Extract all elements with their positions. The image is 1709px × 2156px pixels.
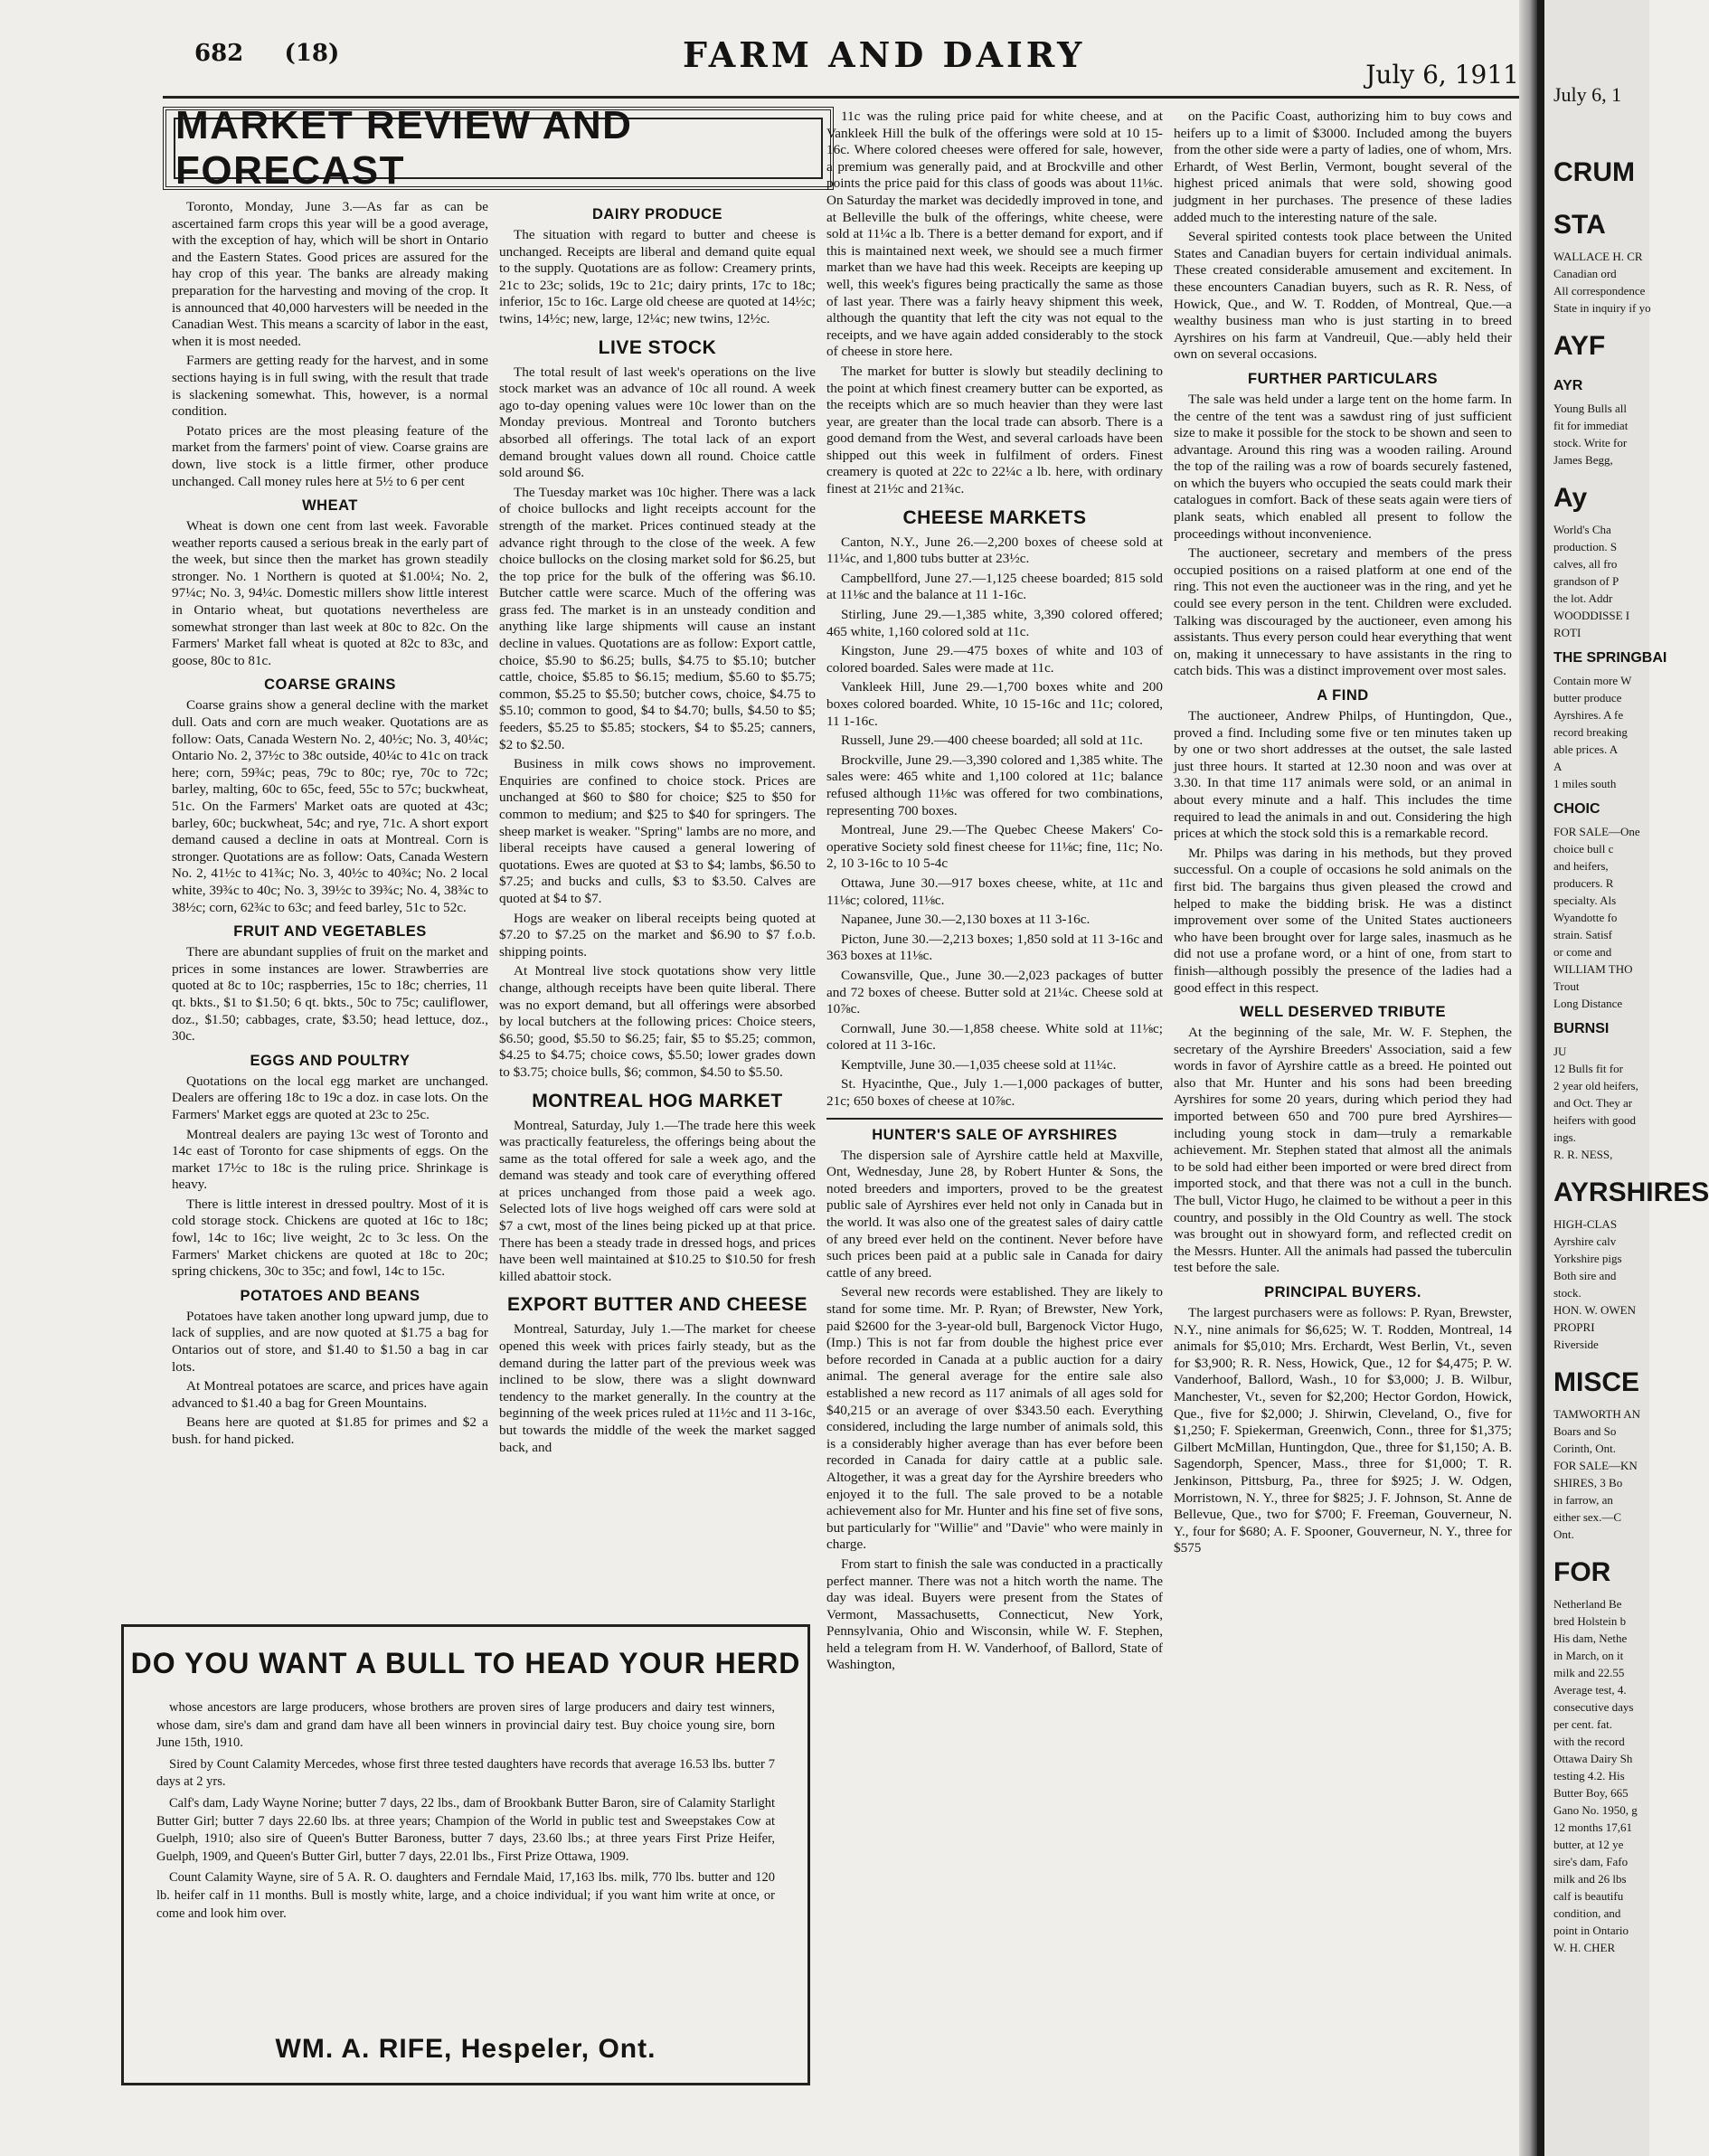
facing-page-text: SHIRES, 3 Bo xyxy=(1553,1476,1623,1489)
live-stock-text: At Montreal live stock quotations show very little change, although receipts have been quite liberal. There was no export demand, but all offerings were absorbed by local butchers at the following prices: Choice steers, $6.50; good, $5.50 to $6.25; fair, $5 to $5.25; common, $4.25 to $4.75; choice cows, $5.50; lower grades down to $3.75; choice bulls, $6; common, $4.50 to $5.50. xyxy=(499,963,816,1080)
facing-page-text: Both sire and xyxy=(1553,1269,1617,1282)
facing-page-text: 12 Bulls fit for xyxy=(1553,1062,1623,1075)
facing-page-text: Canadian ord xyxy=(1553,267,1617,280)
article-paragraph: The market for butter is slowly but steadily declining to the point at which finest creamery butter can be exported, as the receipts which are so much heavier than they were last year, are greater than the local trade can absorb. There is a good demand from the West, and several carloads have been shipped out this week in fulfilment of orders. Finest creamery is quoted at 22c to 22¼c a lb. here, with ordinary finest at 21½c and 21¾c. xyxy=(826,363,1163,497)
facing-page-strip xyxy=(1537,0,1709,2156)
ad-paragraph: Calf's dam, Lady Wayne Norine; butter 7 days, 22 lbs., dam of Brookbank Butter Baron, sire of Calamity Starlight Butter Girl; butter 7 days 22.60 lbs. at three years; Champion of the World in public test and Sweepstakes Cow at Guelph, 1910; also sire of Queen's Butter Baroness, butter 7 days, 23.60 lbs.; at three years First Prize Heifer, Guelph, 1909, and Queen's Butter Girl, butter 7 days, 22.01 lbs., First Prize Ottawa, 1909. xyxy=(156,1795,775,1864)
facing-page-text: in farrow, an xyxy=(1553,1493,1613,1507)
coarse-grains-text: Coarse grains show a general decline with the market dull. Oats and corn are much weaker. Quotations are as follow: Oats, Canada Western No. 2, 40½c; No. 3, 40¼c; Ontario No. 2, 37½c to 38c outside, 40¼c to 41c on track here; corn, 59¾c; peas, 79c to 80c; rye, 70c to 72c; barley, malting, 60c to 65c, feed, 55c to 57c; buckwheat, 51c. On the Farmers' Market oats are quoted at 43c; barley, 60c; buckwheat, 54c; and rye, 71c. A short export demand caused a decline in oats at Montreal. Corn is stronger. Quotations are as follow: Oats, Canada Western No. 2, 41½c to 41¾c; No. 3, 40½c to 40¾c; No. 2 local white, 39¾c to 40c; No. 3, 39½c to 39¾c; No. 4, 38¾c to 38½c; corn, 62¾c to 63c; and feed barley, 51c to 52c. xyxy=(172,697,488,915)
live-stock-text: The Tuesday market was 10c higher. There was a lack of choice bullocks and light receipts account for the strength of the market. Prices continued steady at the advance right through to the close of the week. A few choice bullocks on the closing market sold for $6.25, but the top price for the bulk of the offering was $6.10. Butcher cattle were scarce. Much of the offering was grass fed. The market is in an unsteady condition and anything like large shipments will cause an instant decline in values. Quotations are as follow: Export cattle, choice, $5.90 to $6.25; bulls, $4.75 to $5.10; butcher cattle, choice, $5.85 to $6.15; medium, $5.60 to $5.75; common, $5.25 to $5.50; butcher cows, choice, $4.75 to $5.10; common to good, $4 to $4.70; bulls, $4.50 to $5; feeders, $5.25 to $5.85; stockers, $4 to $5.25; canners, $2 to $2.50. xyxy=(499,484,816,752)
potatoes-text: Beans here are quoted at $1.85 for primes and $2 a bush. for hand picked. xyxy=(172,1414,488,1447)
live-stock-text: Business in milk cows shows no improvement. Enquiries are confined to choice stock. Prices are unchanged at $60 to $80 for choice; $25 to $50 for common to medium; and $25 to $40 for springers. The sheep market is weaker. "Spring" lambs are no more, and liberal receipts have caused a general lowering of quotations. Ewes are quoted at $3 to $4; lambs, $6.50 to $7.25; and bucks and culls, $3 to $3.50. Calves are quoted at $4 to $7. xyxy=(499,756,816,906)
column-3 xyxy=(826,109,1163,2116)
facing-page-text: CRUM xyxy=(1553,157,1635,187)
further-particulars-heading: FURTHER PARTICULARS xyxy=(1248,370,1438,387)
hog-market-heading: MONTREAL HOG MARKET xyxy=(532,1090,783,1111)
facing-page-text: butter, at 12 ye xyxy=(1553,1838,1624,1851)
header-rule xyxy=(163,96,1519,99)
hunter-sale-text: Several new records were established. They are likely to stand for some time. Mr. P. Ryan; of Brewster, New York, paid $2600 for the 3-year-old bull, Bargenock Victor Hugo, (Imp.) This is not far from double the highest price ever before recorded in Canada at a public auction for a dairy animal. The general average for the entire sale also established a new record as 117 animals of all ages sold for $40,215 or an average of over $343.50 each. Everything considered, including the large number of animals sold, this is a considerably higher average than has ever before been recorded in Canada for dairy cattle at a public sale. Altogether, it was a great day for the Ayrshire breeders who enjoyed it to the full. The sale proved to be a notable achievement also for Mr. Hunter and his fine set of five sons, but particularly for "Willie" and "Davie" who were mainly in charge. xyxy=(826,1284,1163,1553)
potatoes-text: At Montreal potatoes are scarce, and prices have again advanced to $1.40 a bag for Green Mountains. xyxy=(172,1378,488,1411)
facing-page-text: stock. xyxy=(1553,1286,1582,1300)
facing-page-text: able prices. A xyxy=(1553,742,1619,756)
cheese-report: Picton, June 30.—2,213 boxes; 1,850 sold at 11 3-16c and 363 boxes at 11⅛c. xyxy=(826,931,1163,964)
dairy-text: The situation with regard to butter and cheese is unchanged. Receipts are liberal and demand quite equal to the supply. Quotations are as follow: Creamery prints, 21c to 23c; solids, 19c to 21c; dairy prints, 17c to 18c; inferior, 15c to 16c. Large old cheese are quoted at 14½c; twins, 14½c; new, large, 12¼c; new twins, 12½c. xyxy=(499,227,816,326)
fruit-heading: FRUIT AND VEGETABLES xyxy=(233,923,427,941)
article-paragraph: Farmers are getting ready for the harvest, and in some sections haying is in full swing, with the result that trade is slackening somewhat. This, however, is a normal condition. xyxy=(172,353,488,420)
ad-body xyxy=(156,1699,775,1926)
facing-page-text: Gano No. 1950, g xyxy=(1553,1803,1638,1817)
ad-signature: WM. A. RIFE, Hespeler, Ont. xyxy=(275,2034,656,2064)
eggs-text: There is little interest in dressed poultry. Most of it is cold storage stock. Chickens are quoted at 16c to 18c; fowl, 14c to 16c; live weight, 2c to 3c less. On the Farmers' Market chickens are quoted at 18c to 20c; spring chickens, 30c to 35c; and fowl, 14c to 15c. xyxy=(172,1196,488,1280)
facing-page-text: Wyandotte fo xyxy=(1553,911,1618,924)
facing-page-text: Ayrshire calv xyxy=(1553,1234,1617,1248)
tribute-heading: WELL DESERVED TRIBUTE xyxy=(1239,1004,1447,1021)
facing-page-text: milk and 26 lbs xyxy=(1553,1872,1627,1886)
facing-page-text: the lot. Addr xyxy=(1553,591,1613,605)
facing-page-text: in March, on it xyxy=(1553,1649,1624,1662)
facing-page-text: Average test, 4. xyxy=(1553,1683,1627,1697)
facing-page-text: either sex.—C xyxy=(1553,1510,1622,1524)
column-2 xyxy=(499,199,816,1610)
bull-advertisement xyxy=(121,1624,810,2085)
eggs-heading: EGGS AND POULTRY xyxy=(250,1052,411,1069)
facing-page-text: PROPRI xyxy=(1553,1320,1595,1334)
facing-page-text: State in inquiry if yo xyxy=(1553,301,1651,315)
facing-page-text: FOR SALE—KN xyxy=(1553,1459,1638,1472)
cheese-report: Russell, June 29.—400 cheese boarded; all sold at 11c. xyxy=(841,733,1143,749)
facing-page-text: Ottawa Dairy Sh xyxy=(1553,1752,1633,1765)
facing-page-text: Ont. xyxy=(1553,1527,1574,1541)
column-1 xyxy=(172,199,488,1619)
facing-page-text: FOR xyxy=(1553,1557,1611,1587)
facing-page-text: WILLIAM THO xyxy=(1553,962,1633,976)
further-particulars-text: The sale was held under a large tent on the home farm. In the centre of the tent was a sawdust ring of just sufficient size to make it possible for the stock to be shown and seen to advantage. Around this ring was a wooden railing. Around the top of the railing was a row of boards securely fastened, on which the buyers who occupied the seats could mark their catalogues in comfort. Back of these seats again were tiers of plank seats, which enabled all present to follow the proceedings without inconvenience. xyxy=(1174,391,1512,542)
facing-page-text: 1 miles south xyxy=(1553,777,1617,790)
article-paragraph: on the Pacific Coast, authorizing him to buy cows and heifers up to a limit of $3000. Included among the buyers from the other side were a party of ladies, one of whom, Mrs. Erhardt, of West Berlin, Vermont, bought several of the highest priced animals that were sold, showing good judgment in her purchases. The presence of these ladies added much to the interesting nature of the sale. xyxy=(1174,109,1512,225)
page-number: 682 (18) xyxy=(194,40,340,67)
facing-page-text: AYRSHIRES xyxy=(1553,1177,1709,1207)
facing-page-text: milk and 22.55 xyxy=(1553,1666,1625,1679)
export-heading: EXPORT BUTTER AND CHEESE xyxy=(506,1294,808,1316)
cheese-report: Kemptville, June 30.—1,035 cheese sold at 11¼c. xyxy=(841,1056,1117,1073)
live-stock-heading: LIVE STOCK xyxy=(598,336,717,358)
facing-page-text: Young Bulls all xyxy=(1553,402,1628,415)
cheese-report: Cowansville, Que., June 30.—2,023 packages of butter and 72 boxes of cheese. Butter sold at 21¼c. Cheese sold at 10⅞c. xyxy=(826,967,1163,1017)
wheat-text: Wheat is down one cent from last week. Favorable weather reports caused a serious break in the early part of the week, but since then the market has grown steadily stronger. No. 1 Northern is quoted at $1.00¼; No. 2, 97¼c; No. 3, 94¼c. Domestic millers show little interest in Ontario wheat, but quotations nevertheless are somewhat stronger than last week at 80c to 82c. On the Farmers' Market fall wheat is quoted at 82c to 83c, and goose, 80c to 81c. xyxy=(172,518,489,668)
facing-page-text: James Begg, xyxy=(1553,453,1613,467)
facing-page-text: MISCE xyxy=(1553,1367,1640,1397)
eggs-text: Quotations on the local egg market are unchanged. Dealers are offering 18c to 19c a doz. in case lots. On the Farmers' Market eggs are quoted at 23c to 25c. xyxy=(172,1073,488,1122)
ad-paragraph: Sired by Count Calamity Mercedes, whose first three tested daughters have records that average 16.53 lbs. butter 7 days at 2 yrs. xyxy=(156,1756,775,1790)
facing-page-text: strain. Satisf xyxy=(1553,928,1612,941)
cheese-report: Ottawa, June 30.—917 boxes cheese, white, at 11c and 11⅛c; colored, 11⅛c. xyxy=(826,875,1163,908)
facing-page-text: Yorkshire pigs xyxy=(1553,1252,1622,1265)
tribute-text: At the beginning of the sale, Mr. W. F. Stephen, the secretary of the Ayrshire Breeders' Association, said a few words in favor of Ayrshire cattle as a breed. He pointed out also that Mr. Hunter and his sons had been breeding Ayrshires for some 20 years, during which period they had imported between 650 and 700 pure bred Ayrshires—including young stock in dam—truly a remarkable achievement. Mr. Stephen stated that almost all the animals to be sold had either been imported or were bred direct from imported stock, and that there was not a cull in the bunch. The bull, Victor Hugo, he claimed to be without a peer in this country, and possibly in the Old Country as well. The stock was brought out in showyard form, and reflected credit on the Messrs. Hunter. All the animals had passed the tuberculin test before the sale. xyxy=(1174,1025,1512,1276)
potatoes-text: Potatoes have taken another long upward jump, due to lack of supplies, and are now quoted at $1.75 a bag for Ontarios out of store, and $1.40 to $1.50 a bag in car lots. xyxy=(172,1308,488,1375)
facing-page-text: sire's dam, Fafo xyxy=(1553,1855,1629,1868)
wheat-heading: WHEAT xyxy=(302,497,358,515)
facing-page-text: ings. xyxy=(1553,1130,1576,1144)
facing-page-text: specialty. Als xyxy=(1553,894,1617,907)
issue-date: July 6, 1911 xyxy=(1365,60,1519,90)
page-header xyxy=(194,33,1519,90)
facing-page-text: Ayrshires. A fe xyxy=(1553,708,1624,722)
facing-page-text: choice bull c xyxy=(1553,842,1614,856)
facing-page-text: R. R. NESS, xyxy=(1553,1148,1613,1161)
facing-page-text: per cent. fat. xyxy=(1553,1717,1612,1731)
dairy-heading: DAIRY PRODUCE xyxy=(591,206,723,222)
facing-page-text: JU xyxy=(1553,1045,1567,1058)
facing-page-text: AYR xyxy=(1553,378,1583,393)
facing-page-text: production. S xyxy=(1553,540,1618,553)
facing-page-date: July 6, 1 xyxy=(1553,83,1622,106)
cheese-report: Montreal, June 29.—The Quebec Cheese Makers' Co-operative Society sold finest cheese for 11⅛c; fine, 11c; No. 2, 10 3-16c to 10 5-4c xyxy=(826,822,1163,872)
eggs-text: Montreal dealers are paying 13c west of Toronto and 14c east of Toronto for case shipments of eggs. On the market 17½c to 18c is the ruling price. Shrinkage is heavy. xyxy=(172,1126,488,1193)
cheese-report: Cornwall, June 30.—1,858 cheese. White sold at 11⅛c; colored at 11 3-16c. xyxy=(826,1020,1163,1054)
hog-market-text: Montreal, Saturday, July 1.—The trade here this week was practically featureless, the offerings being about the same as the total offered for sale a week ago, and the demand was steady and took care of everything offered at prices unchanged from those paid a week ago. Selected lots of live hogs weighed off cars were sold at $7 a cwt, most of the lines being picked up at that price. There has been a steady trade in dressed hogs, and prices have been well maintained at $10.25 to $10.50 for fresh killed abattoir stock. xyxy=(499,1117,816,1284)
facing-page-text: BURNSI xyxy=(1553,1021,1610,1036)
cheese-report: Brockville, June 29.—3,390 colored and 1,385 white. The sales were: 465 white and 1,100 colored at 11c; balance refused although 11⅛c was offered for two combinations, representing 700 boxes. xyxy=(826,752,1163,818)
banner-title: MARKET REVIEW AND FORECAST xyxy=(174,118,823,179)
facing-page-text: Riverside xyxy=(1553,1338,1599,1351)
facing-page-text: 12 months 17,61 xyxy=(1553,1820,1633,1834)
facing-page-text: WOODDISSE I xyxy=(1553,609,1630,622)
further-particulars-text: The auctioneer, secretary and members of the press occupied positions on a raised platform at one end of the ring. This not even the auctioneer was in the ring, and yet he could see every person in the tent. Children were excluded. Talking was discouraged by the auctioneer, even among his assistants. Thus every person could hear everything that went on, making it unnecessary to have assistants in the ring to catch bids. This was a distinct improvement over most sales. xyxy=(1174,545,1512,679)
facing-page-text: All correspondence xyxy=(1553,284,1646,298)
column-4 xyxy=(1174,109,1512,2116)
article-paragraph: Toronto, Monday, June 3.—As far as can be ascertained farm crops this year will be a good average, with the exception of hay, which will be short in Ontario and the Eastern States. Good prices are assured for the hay crop of this year. The banks are already making preparation for the harvesting and moving of the crop. It is announced that 40,000 harvesters will be needed in the Canadian West. This means a scarcity of labor in the east, when it is most needed. xyxy=(172,199,488,349)
facing-page-text: THE SPRINGBAI xyxy=(1553,650,1667,666)
facing-page-text: Butter Boy, 665 xyxy=(1553,1786,1629,1800)
masthead-title: FARM AND DAIRY xyxy=(683,34,1086,75)
facing-page-text: stock. Write for xyxy=(1553,436,1628,449)
cheese-report: Canton, N.Y., June 26.—2,200 boxes of cheese sold at 11¼c, and 1,800 tubs butter at 23½c. xyxy=(826,534,1163,567)
facing-page-text: AYF xyxy=(1553,331,1606,361)
facing-page-text: Long Distance xyxy=(1553,997,1623,1010)
facing-page-text: bred Holstein b xyxy=(1553,1614,1627,1628)
facing-page-text: fit for immediat xyxy=(1553,419,1629,432)
find-text: Mr. Philps was daring in his methods, but they proved successful. On a couple of occasions he sold animals on the first bid. The bargains thus given pleased the crowd and helped to make the bidding brisk. He was a distinct improvement over some of the United States auctioneers who have been brought over for large sales, inasmuch as he did not use a profane word, or a hint of one, from start to finish—although possibly the presence of the ladies had a good effect in this respect. xyxy=(1174,845,1512,996)
live-stock-text: The total result of last week's operations on the live stock market was an advance of 10c all round. A week ago to-day opening values were 10c lower than on the Monday previous. Montreal and Toronto butchers absorbed all offerings. The total lack of an export demand brought values down all round. Choice cattle sold around $6. xyxy=(499,364,816,481)
facing-page-text: Trout xyxy=(1553,979,1580,993)
facing-page-text: 2 year old heifers, xyxy=(1553,1079,1638,1092)
facing-page-text: condition, and xyxy=(1553,1906,1621,1920)
facing-page-text: FOR SALE—One xyxy=(1553,825,1640,838)
article-paragraph: 11c was the ruling price paid for white cheese, and at Vankleek Hill the bulk of the offerings were sold at 10 15-16c. Where colored cheeses were offered for sale, however, a premium was generally paid, and at Brockville and other points the price paid for this class of goods was about 11⅛c. On Saturday the market was decidedly improved in tone, and at Belleville the bulk of the offerings, white cheese, were sold at 11¼c a lb. There is a better demand for export, and if this is maintained next week, we should see a much firmer market than we have had this week. Receipts are keeping up well, this week's figures being practically the same as those of last year. There was a fairly heavy shipment this week, although the quantity that left the city was not equal to the receipts, and we have again added considerably to the stock of cheese in store here. xyxy=(826,109,1163,360)
facing-page-text: ROTI xyxy=(1553,626,1582,639)
facing-page-text: HIGH-CLAS xyxy=(1553,1217,1618,1231)
facing-page-text: World's Cha xyxy=(1553,523,1611,536)
article-paragraph: Potato prices are the most pleasing feature of the market from the farmers' point of view. Coarse grains are down, live stock is a little firmer, other produce unchanged. Call money rules here at 5½ to 6 per cent xyxy=(172,422,488,489)
facing-page-text: STA xyxy=(1553,210,1606,240)
coarse-grains-heading: COARSE GRAINS xyxy=(264,676,396,694)
live-stock-text: Hogs are weaker on liberal receipts being quoted at $7.20 to $7.25 on the market and $6.90 to $7 f.o.b. shipping points. xyxy=(499,910,816,960)
cheese-report: Stirling, June 29.—1,385 white, 3,390 colored offered; 465 white, 1,160 colored sold at 11c. xyxy=(826,607,1163,639)
hunter-sale-text: The dispersion sale of Ayrshire cattle held at Maxville, Ont, Wednesday, June 28, by Robert Hunter & Sons, the noted breeders and importers, proved to be the greatest public sale of Ayrshires ever held not only in Canada but in the world. It was also one of the greatest sales of dairy cattle of any breed ever held on the continent. Never before have such prices been paid at a public sale in Canada for dairy cattle of any breed. xyxy=(826,1147,1163,1281)
cheese-markets-heading: CHEESE MARKETS xyxy=(902,506,1087,528)
facing-page-text: Contain more W xyxy=(1553,674,1632,687)
facing-page-text: TAMWORTH AN xyxy=(1553,1407,1641,1421)
facing-page-text: butter produce xyxy=(1553,691,1622,704)
section-divider xyxy=(826,1118,1163,1120)
ad-paragraph: Count Calamity Wayne, sire of 5 A. R. O. daughters and Ferndale Maid, 17,163 lbs. milk, 770 lbs. butter and 120 lb. heifer calf in 11 months. Bull is mostly white, large, and a choice individual; if you want him write at once, or come and look him over. xyxy=(156,1870,775,1921)
facing-page-text: or come and xyxy=(1553,945,1612,959)
find-heading: A FIND xyxy=(1317,687,1369,704)
facing-page-text: A xyxy=(1553,760,1563,773)
buyers-text: The largest purchasers were as follows: P. Ryan, Brewster, N.Y., nine animals for $6,625; W. T. Rodden, Montreal, 14 animals for $5,010; Mrs. Erchardt, West Berlin, Vt., seven for $3,900; R. R. Ness, Howick, Que., 12 for $4,475; P. W. Vanderhoof, Ballord, Wash., 10 for $3,000; J. B. Wilbur, Manchester, Vt., seven for $2,200; Hector Gordon, Howick, Que., five for $2,000; J. Shirwin, Cleveland, O., five for $1,250; F. Spiekerman, Greenwich, Conn., three for $1,375; Gilbert McMillan, Huntingdon, Que., three for $1,150; A. B. Sagendorph, Spencer, Mass., three for $1,000; T. R. Jenkinson, Pittsburg, Pa., three for $925; J. W. Odgen, Morristown, N. Y., three for $825; J. F. Johnson, St. Anne de Bellevue, Que., two for $700; F. Freeman, Gouverneur, N. Y., four for $680; A. F. Spooner, Gouverneur, N. Y., three for $575 xyxy=(1174,1305,1512,1556)
facing-page-text: HON. W. OWEN xyxy=(1553,1303,1636,1317)
facing-page-text: calves, all fro xyxy=(1553,557,1618,571)
cheese-report: Napanee, June 30.—2,130 boxes at 11 3-16c. xyxy=(841,912,1091,928)
potatoes-heading: POTATOES AND BEANS xyxy=(240,1287,420,1304)
article-paragraph: Several spirited contests took place between the United States and Canadian buyers for certain individual animals. These created considerable amusement and excitement. In these encounters Canadian buyers, such as R. R. Ness, of Howick, Que., and W. T. Rodden, of Montreal, Que.—a wealthy business man who is just starting in to breed Ayrshires on his farm at Vandreuil, Que.—ably held their own on several occasions. xyxy=(1174,229,1512,363)
facing-page-text: His dam, Nethe xyxy=(1553,1631,1628,1645)
facing-page-text: Netherland Be xyxy=(1553,1597,1622,1611)
ad-title: DO YOU WANT A BULL TO HEAD YOUR HERD xyxy=(130,1647,801,1679)
facing-page-text: and heifers, xyxy=(1553,859,1609,873)
facing-page-text: record breaking xyxy=(1553,725,1628,739)
hunter-sale-text: From start to finish the sale was conducted in a practically perfect manner. There was not a hitch worth the name. The day was ideal. Buyers were present from the States of Vermont, Massachusetts, Connecticut, New York, Pennsylvania, Ohio and Wisconsin, while W. F. Stephen, held a telegram from H. W. Vanderhoof, of Ballord, State of Washington, xyxy=(826,1556,1163,1673)
page-gutter xyxy=(1519,0,1537,2156)
cheese-report: Vankleek Hill, June 29.—1,700 boxes white and 200 boxes colored boarded. White, 10 15-16c and 11c; colored, 11 1-16c. xyxy=(826,679,1163,729)
section-banner xyxy=(163,103,834,193)
facing-page-text: Ay xyxy=(1553,483,1588,513)
buyers-heading: PRINCIPAL BUYERS. xyxy=(1264,1284,1421,1300)
facing-page-text: producers. R xyxy=(1553,876,1614,890)
facing-page-text: Boars and So xyxy=(1553,1424,1617,1438)
export-text: Montreal, Saturday, July 1.—The market for cheese opened this week with prices fairly steady, but as the demand during the latter part of the previous week was inclined to be slow, there was a slight downward tendency to the market generally. In the country at the beginning of the week prices ruled at 11½c and 11 3-16c, but towards the middle of the week the market sagged back, and xyxy=(499,1321,816,1455)
facing-page-text: with the record xyxy=(1553,1735,1625,1748)
cheese-report: St. Hyacinthe, Que., July 1.—1,000 packages of butter, 21c; 650 boxes of cheese at 10⅞c. xyxy=(826,1076,1163,1110)
fruit-text: There are abundant supplies of fruit on the market and prices in some instances are lower. Strawberries are quoted at 8c to 10c; raspberries, 15c to 18c; cherries, 11 qt. bkts., $1 to $1.50; 6 qt. bkts., 50c to 75c; cauliflower, doz., $1.50; cabbages, crate, $3.50; head lettuce, doz., 30c. xyxy=(172,944,488,1045)
facing-page-text: consecutive days xyxy=(1553,1700,1634,1714)
facing-page-text: and Oct. They ar xyxy=(1553,1096,1633,1110)
cheese-report: Campbellford, June 27.—1,125 cheese boarded; 815 sold at 11⅛c and the balance at 11 1-16c. xyxy=(826,570,1163,603)
ad-paragraph: whose ancestors are large producers, whose brothers are proven sires of large producers and dairy test winners, whose dam, sire's dam and grand dam have all been winners in provincial dairy test. Buy choice young sire, born June 15th, 1910. xyxy=(156,1700,775,1751)
cheese-report: Kingston, June 29.—475 boxes of white and 103 of colored boarded. Sales were made at 11c. xyxy=(826,643,1163,676)
facing-page-text: heifers with good xyxy=(1553,1113,1636,1127)
facing-page-text: testing 4.2. His xyxy=(1553,1769,1625,1782)
facing-page-text: W. H. CHER xyxy=(1553,1941,1616,1954)
find-text: The auctioneer, Andrew Philps, of Huntingdon, Que., proved a find. Including some five or ten minutes taken up by one or two short addresses at the outset, the sale lasted just three hours. It started at 12.30 noon and was over at 3.30. In that time 117 animals were sold, or an animal in about every minute and a half. This includes the time required to lead the animals in and out. Considering the high prices at which the stock sold this is a remarkable record. xyxy=(1174,708,1512,842)
facing-page-text: WALLACE H. CR xyxy=(1553,250,1643,263)
facing-page-text: grandson of P xyxy=(1553,574,1619,588)
facing-page-text: calf is beautifu xyxy=(1553,1889,1624,1903)
facing-page-text: point in Ontario xyxy=(1553,1924,1629,1937)
hunter-sale-heading: HUNTER'S SALE OF AYRSHIRES xyxy=(872,1126,1118,1143)
facing-page-text: CHOIC xyxy=(1553,801,1600,817)
facing-page-text: Corinth, Ont. xyxy=(1553,1442,1616,1455)
